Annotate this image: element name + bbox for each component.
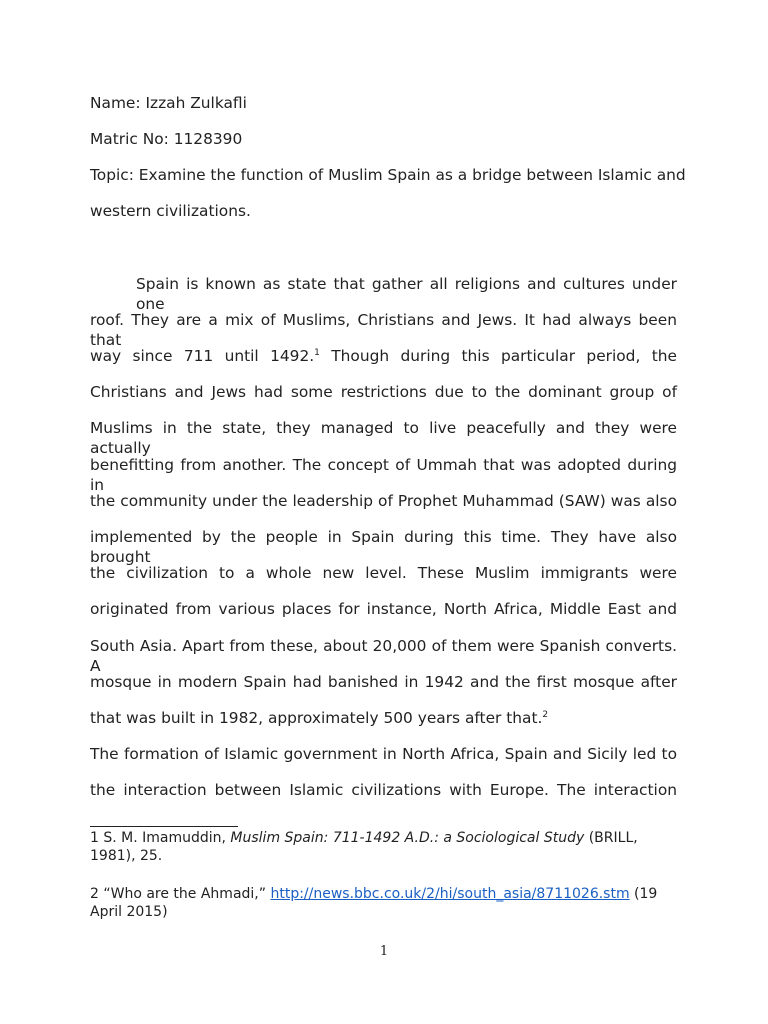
body-line: South Asia. Apart from these, about 20,000 of them were Spanish converts. A [90, 637, 677, 675]
footnote-ref: 1 [314, 347, 320, 358]
footnote-ref: 2 [542, 709, 549, 720]
body-line: the civilization to a whole new level. These Muslim immigrants were [90, 564, 677, 582]
body-line-with-footnote [90, 708, 677, 728]
footnote-separator [90, 826, 238, 827]
footnote-1-title: Muslim Spain: 711-1492 A.D.: a Sociological Study [230, 830, 585, 846]
body-line: roof. They are a mix of Muslims, Christians and Jews. It had always been that [90, 311, 677, 349]
topic-line-1: Topic: Examine the function of Muslim Spain as a bridge between Islamic and [90, 166, 686, 184]
footnote-2-prefix: 2 “Who are the Ahmadi,” [90, 886, 271, 902]
body-line: Christians and Jews had some restrictions due to the dominant group of [90, 383, 677, 401]
student-name: Name: Izzah Zulkafli [90, 94, 247, 112]
body-line: originated from various places for instance, North Africa, Middle East and [90, 600, 677, 618]
body-line: Spain is known as state that gather all religions and cultures under one [136, 275, 677, 313]
footnote-1-prefix: 1 S. M. Imamuddin, [90, 830, 231, 846]
body-line: Muslims in the state, they managed to live peacefully and they were actually [90, 419, 677, 457]
matric-number: Matric No: 1128390 [90, 130, 243, 148]
body-line: mosque in modern Spain had banished in 1942 and the first mosque after [90, 673, 677, 691]
footnote-2-suffix: (19 April 2015) [90, 886, 658, 920]
body-line: implemented by the people in Spain during this time. They have also brought [90, 528, 677, 566]
page-number: 1 [379, 944, 389, 959]
footnote-1-suffix: (BRILL, 1981), 25. [90, 830, 638, 864]
topic-line-2: western civilizations. [90, 202, 251, 220]
body-line-text: Though during this particular period, the [331, 347, 677, 365]
footnote-2 [90, 885, 670, 921]
body-line: benefitting from another. The concept of Ummah that was adopted during in [90, 456, 677, 494]
body-line: The formation of Islamic government in North Africa, Spain and Sicily led to [90, 745, 677, 763]
body-line-with-footnote [90, 346, 677, 366]
body-line: the interaction between Islamic civilizations with Europe. The interaction [90, 781, 677, 799]
footnote-2-link[interactable]: http://news.bbc.co.uk/2/hi/south_asia/8711026.stm [270, 886, 630, 902]
body-line-text: that was built in 1982, approximately 500 years after that. [90, 709, 543, 727]
body-line-text: way since 711 until 1492. [90, 347, 315, 365]
body-line: the community under the leadership of Prophet Muhammad (SAW) was also [90, 492, 677, 510]
footnote-1 [90, 829, 670, 865]
